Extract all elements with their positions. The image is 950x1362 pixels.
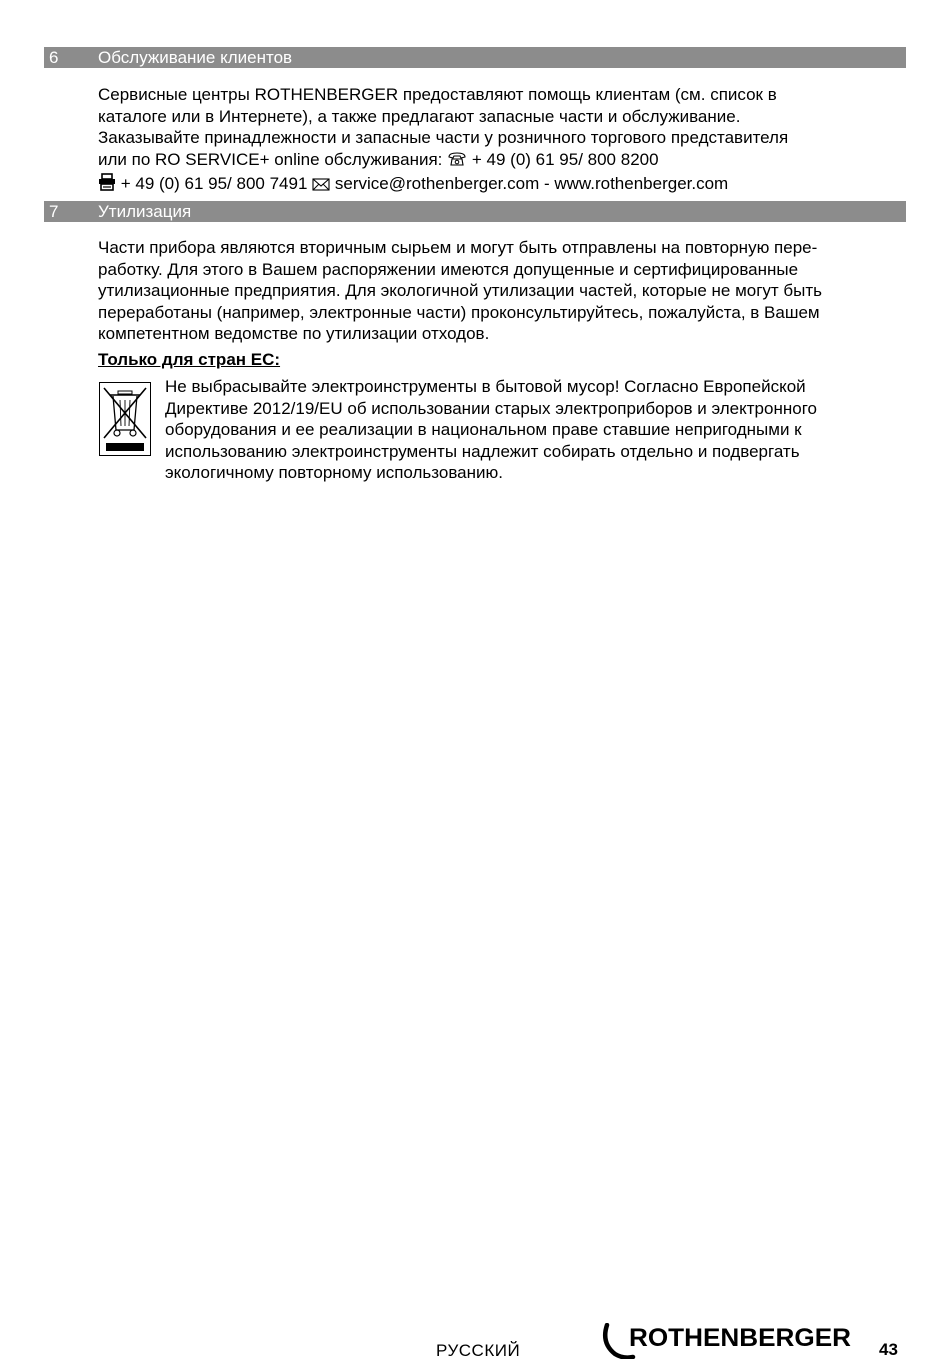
service-line-text: или по RO SERVICE+ online обслуживания: <box>98 149 443 169</box>
eu-line: Директиве 2012/19/EU об использовании старых электроприборов и электронного <box>165 398 817 418</box>
section-7-body <box>98 237 908 345</box>
crossed-out-wheelie-bin-icon <box>99 382 151 456</box>
section-6-header <box>44 47 906 68</box>
page-number: 43 <box>879 1340 898 1359</box>
envelope-icon <box>312 177 330 191</box>
phone-number: + 49 (0) 61 95/ 800 8200 <box>471 149 659 169</box>
eu-line: использованию электроинструменты надлежит собирать отдельно и подвергать <box>165 441 800 461</box>
fax-icon <box>98 173 116 191</box>
section-7-line: компетентном ведомстве по утилизации отходов. <box>98 324 490 344</box>
section-6-body <box>98 84 908 195</box>
eu-line: экологичному повторному использованию. <box>165 463 503 483</box>
fax-number: + 49 (0) 61 95/ 800 7491 <box>120 174 308 194</box>
section-7-line: работку. Для этого в Вашем распоряжении имеются допущенные и сертифицированные <box>98 259 799 279</box>
section-7-title: Утилизация <box>98 202 192 221</box>
eu-disposal-text <box>165 376 905 484</box>
section-6-line: Заказывайте принадлежности и запасные части у розничного торгового представителя <box>98 128 789 148</box>
section-6-line: Сервисные центры ROTHENBERGER предоставляют помощь клиентам (см. список в <box>98 85 777 104</box>
section-7-number: 7 <box>49 202 59 221</box>
section-6-title: Обслуживание клиентов <box>98 48 293 67</box>
section-6-line: каталоге или в Интернете), а также предлагают запасные части и обслуживание. <box>98 106 741 126</box>
contact-email-web: service@rothenberger.com - www.rothenberger.com <box>334 174 729 194</box>
eu-only-heading: Только для стран ЕС: <box>98 350 281 369</box>
eu-line: Не выбрасывайте электроинструменты в бытовой мусор! Согласно Европейской <box>165 377 806 396</box>
eu-line: оборудования и ее реализации в национальном праве ставшие непригодными к <box>165 420 802 440</box>
section-7-line: утилизационные предприятия. Для экологичной утилизации частей, которые не могут быть <box>98 281 823 301</box>
phone-icon <box>447 152 467 167</box>
service-line <box>98 149 908 171</box>
section-7-line: Части прибора являются вторичным сырьем и могут быть отправлены на повторную пере- <box>98 238 818 257</box>
contact-line <box>98 173 908 195</box>
rothenberger-logo <box>601 1323 853 1359</box>
logo-text: ROTHENBERGER <box>629 1324 851 1352</box>
footer-language: РУССКИЙ <box>436 1341 521 1360</box>
section-6-number: 6 <box>49 48 59 67</box>
section-7-line: переработаны (например, электронные части) проконсультируйтесь, пожалуйста, в Вашем <box>98 302 820 322</box>
section-7-header <box>44 201 906 222</box>
